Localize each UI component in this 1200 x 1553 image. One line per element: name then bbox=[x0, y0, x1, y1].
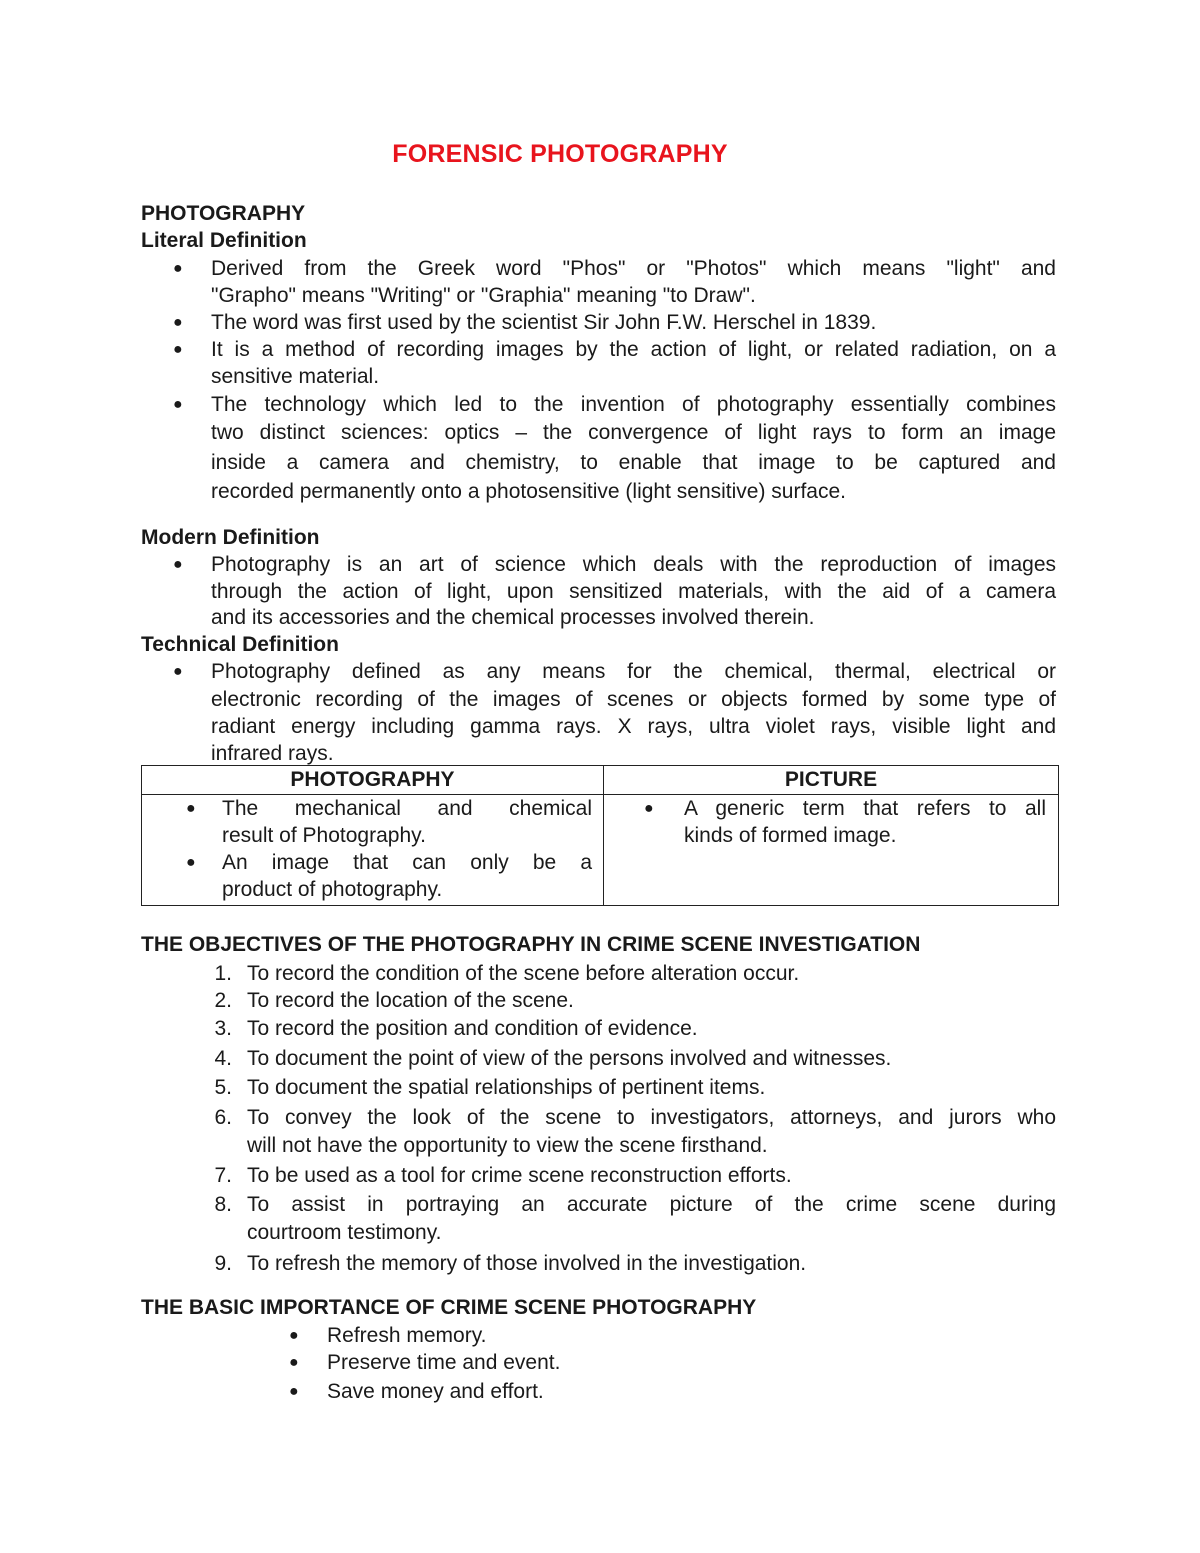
objective-item-line: To document the point of view of the persons involved and witnesses. bbox=[247, 1047, 892, 1070]
objective-number: 3. bbox=[214, 1017, 232, 1040]
bullet-icon: ● bbox=[289, 1383, 299, 1400]
bullet-icon: ● bbox=[173, 341, 183, 358]
literal-bullet-line: The technology which led to the invention of photography essentially combines bbox=[211, 393, 1056, 416]
objective-item-line: will not have the opportunity to view the scene firsthand. bbox=[247, 1134, 768, 1157]
table-header-picture: PICTURE bbox=[604, 766, 1059, 795]
objective-number: 8. bbox=[214, 1193, 232, 1216]
objective-number: 6. bbox=[214, 1106, 232, 1129]
modern-definition-heading: Modern Definition bbox=[141, 526, 320, 549]
literal-bullet-line: It is a method of recording images by the action of light, or related radiation, on a bbox=[211, 338, 1056, 361]
bullet-icon: ● bbox=[173, 396, 183, 413]
table-left-bullet-line: An image that can only be a bbox=[222, 851, 592, 874]
objective-item-line: courtroom testimony. bbox=[247, 1221, 442, 1244]
literal-bullet-line: The word was first used by the scientist Sir John F.W. Herschel in 1839. bbox=[211, 311, 877, 334]
technical-bullet-line: electronic recording of the images of scenes or objects formed by some type of bbox=[211, 688, 1056, 711]
table-right-bullet-line: kinds of formed image. bbox=[684, 824, 897, 847]
literal-bullet-line: recorded permanently onto a photosensitive (light sensitive) surface. bbox=[211, 480, 847, 503]
bullet-icon: ● bbox=[173, 663, 183, 680]
objective-item-line: To record the condition of the scene before alteration occur. bbox=[247, 962, 800, 985]
objective-item-line: To assist in portraying an accurate picture of the crime scene during bbox=[247, 1193, 1056, 1216]
bullet-icon: ● bbox=[289, 1327, 299, 1344]
literal-definition-heading: Literal Definition bbox=[141, 229, 307, 252]
bullet-icon: ● bbox=[644, 800, 654, 817]
bullet-icon: ● bbox=[173, 314, 183, 331]
table-cell-picture bbox=[604, 795, 1058, 905]
objective-number: 7. bbox=[214, 1164, 232, 1187]
modern-bullet-line: and its accessories and the chemical processes involved therein. bbox=[211, 606, 815, 629]
objective-item-line: To record the location of the scene. bbox=[247, 989, 574, 1012]
table-left-bullet-line: result of Photography. bbox=[222, 824, 426, 847]
modern-bullet-line: Photography is an art of science which deals with the reproduction of images bbox=[211, 553, 1056, 576]
importance-item: Preserve time and event. bbox=[327, 1351, 561, 1374]
table-header-photography: PHOTOGRAPHY bbox=[142, 766, 604, 795]
modern-bullet-line: through the action of light, upon sensitized materials, with the aid of a camera bbox=[211, 580, 1056, 603]
table-cell-photography bbox=[142, 795, 603, 905]
importance-item: Refresh memory. bbox=[327, 1324, 487, 1347]
page-title: FORENSIC PHOTOGRAPHY bbox=[392, 140, 728, 168]
objective-number: 4. bbox=[214, 1047, 232, 1070]
objectives-heading: THE OBJECTIVES OF THE PHOTOGRAPHY IN CRIME SCENE INVESTIGATION bbox=[141, 933, 921, 956]
importance-item: Save money and effort. bbox=[327, 1380, 544, 1403]
objective-item-line: To refresh the memory of those involved in the investigation. bbox=[247, 1252, 807, 1275]
objective-item-line: To record the position and condition of evidence. bbox=[247, 1017, 698, 1040]
technical-definition-heading: Technical Definition bbox=[141, 633, 339, 656]
literal-bullet-line: sensitive material. bbox=[211, 365, 380, 388]
bullet-icon: ● bbox=[186, 800, 196, 817]
literal-bullet-line: Derived from the Greek word "Phos" or "Photos" which means "light" and bbox=[211, 257, 1056, 280]
literal-bullet-line: inside a camera and chemistry, to enable that image to be captured and bbox=[211, 451, 1056, 474]
technical-bullet-line: infrared rays. bbox=[211, 742, 334, 765]
table-left-bullet-line: The mechanical and chemical bbox=[222, 797, 592, 820]
comparison-table bbox=[141, 765, 1059, 906]
technical-bullet-line: Photography defined as any means for the chemical, thermal, electrical or bbox=[211, 660, 1056, 683]
bullet-icon: ● bbox=[173, 556, 183, 573]
literal-bullet-line: "Grapho" means "Writing" or "Graphia" meaning "to Draw". bbox=[211, 284, 756, 307]
photography-heading: PHOTOGRAPHY bbox=[141, 202, 306, 225]
bullet-icon: ● bbox=[186, 854, 196, 871]
importance-heading: THE BASIC IMPORTANCE OF CRIME SCENE PHOTOGRAPHY bbox=[141, 1296, 757, 1319]
objective-number: 2. bbox=[214, 989, 232, 1012]
technical-bullet-line: radiant energy including gamma rays. X rays, ultra violet rays, visible light and bbox=[211, 715, 1056, 738]
objective-item-line: To convey the look of the scene to investigators, attorneys, and jurors who bbox=[247, 1106, 1056, 1129]
objective-number: 1. bbox=[214, 962, 232, 985]
objective-number: 9. bbox=[214, 1252, 232, 1275]
table-left-bullet-line: product of photography. bbox=[222, 878, 443, 901]
bullet-icon: ● bbox=[289, 1354, 299, 1371]
table-right-bullet-line: A generic term that refers to all bbox=[684, 797, 1046, 820]
objective-item-line: To document the spatial relationships of pertinent items. bbox=[247, 1076, 766, 1099]
bullet-icon: ● bbox=[173, 260, 183, 277]
literal-bullet-line: two distinct sciences: optics – the convergence of light rays to form an image bbox=[211, 421, 1056, 444]
objective-number: 5. bbox=[214, 1076, 232, 1099]
objective-item-line: To be used as a tool for crime scene reconstruction efforts. bbox=[247, 1164, 792, 1187]
